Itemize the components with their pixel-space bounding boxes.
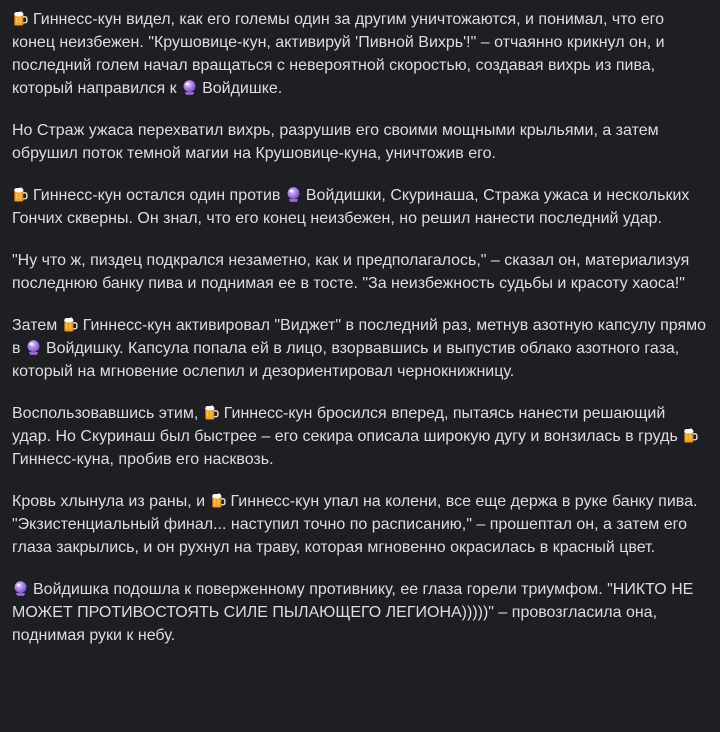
message-paragraph xyxy=(12,8,708,100)
message-text: Кровь хлынула из раны, и xyxy=(12,493,210,510)
message-text: Гиннесс-куна, пробив его насквозь. xyxy=(12,451,274,468)
message-text: Гиннесс-кун бросился вперед, пытаясь нанести решающий удар. Но Скуринаш был быстрее – его секира описала широкую дугу и вонзилась в грудь xyxy=(12,405,683,445)
crystal-ball-icon xyxy=(285,186,302,203)
beer-mug-icon xyxy=(12,10,29,27)
beer-mug-icon xyxy=(682,427,699,444)
message-paragraph xyxy=(12,314,708,383)
beer-mug-icon xyxy=(203,404,220,421)
message-text: Войдишки, Скуринаша, Стража ужаса и нескольких Гончих скверны. Он знал, что его конец неизбежен, но решил нанести последний удар. xyxy=(12,187,690,227)
message-text: Гиннесс-кун активировал "Виджет" в последний раз, метнув азотную капсулу прямо в xyxy=(12,317,707,357)
message-text: Но Страж ужаса перехватил вихрь, разрушив его своими мощными крыльями, а затем обрушил поток темной магии на Крушовице-куна, уничтожив его. xyxy=(12,122,659,162)
crystal-ball-icon xyxy=(12,580,29,597)
message-paragraph xyxy=(12,184,708,230)
message-text: Войдишке. xyxy=(202,80,283,97)
crystal-ball-icon xyxy=(181,79,198,96)
message-paragraph xyxy=(12,402,708,471)
beer-mug-icon xyxy=(12,186,29,203)
message-paragraph xyxy=(12,578,708,647)
message-paragraph xyxy=(12,249,708,295)
message-paragraph xyxy=(12,490,708,559)
message-text: Гиннесс-кун видел, как его големы один за другим уничтожаются, и понимал, что его конец неизбежен. "Крушовице-кун, активируй 'Пивной Вихрь'!" – отчаянно крикнул он, и последний голем начал вращаться с невероятной скоростью, создавая вихрь из пива, который направился к xyxy=(12,11,665,97)
message-text: "Ну что ж, пиздец подкрался незаметно, как и предполагалось," – сказал он, материализуя последнюю банку пива и поднимая ее в тосте. "За неизбежность судьбы и красоту хаоса!" xyxy=(12,252,690,292)
message-text: Войдишку. Капсула попала ей в лицо, взорвавшись и выпустив облако азотного газа, который на мгновение ослепил и дезориентировал чернокнижницу. xyxy=(12,340,680,380)
message-text: Гиннесс-кун упал на колени, все еще держа в руке банку пива. "Экзистенциальный финал... наступил точно по расписанию," – прошептал он, а затем его глаза закрылись, и он рухнул на траву, которая мгновенно окрасилась в красный цвет. xyxy=(12,493,698,556)
message-text: Воспользовавшись этим, xyxy=(12,405,203,422)
beer-mug-icon xyxy=(210,492,227,509)
message-text: Гиннесс-кун остался один против xyxy=(33,187,285,204)
crystal-ball-icon xyxy=(25,339,42,356)
message-paragraph xyxy=(12,119,708,165)
message-text: Затем xyxy=(12,317,62,334)
message-text: Войдишка подошла к поверженному противнику, ее глаза горели триумфом. "НИКТО НЕ МОЖЕТ ПРОТИВОСТОЯТЬ СИЛЕ ПЫЛАЮЩЕГО ЛЕГИОНА)))))" – провозгласила она, поднимая руки к небу. xyxy=(12,581,694,644)
beer-mug-icon xyxy=(62,316,79,333)
